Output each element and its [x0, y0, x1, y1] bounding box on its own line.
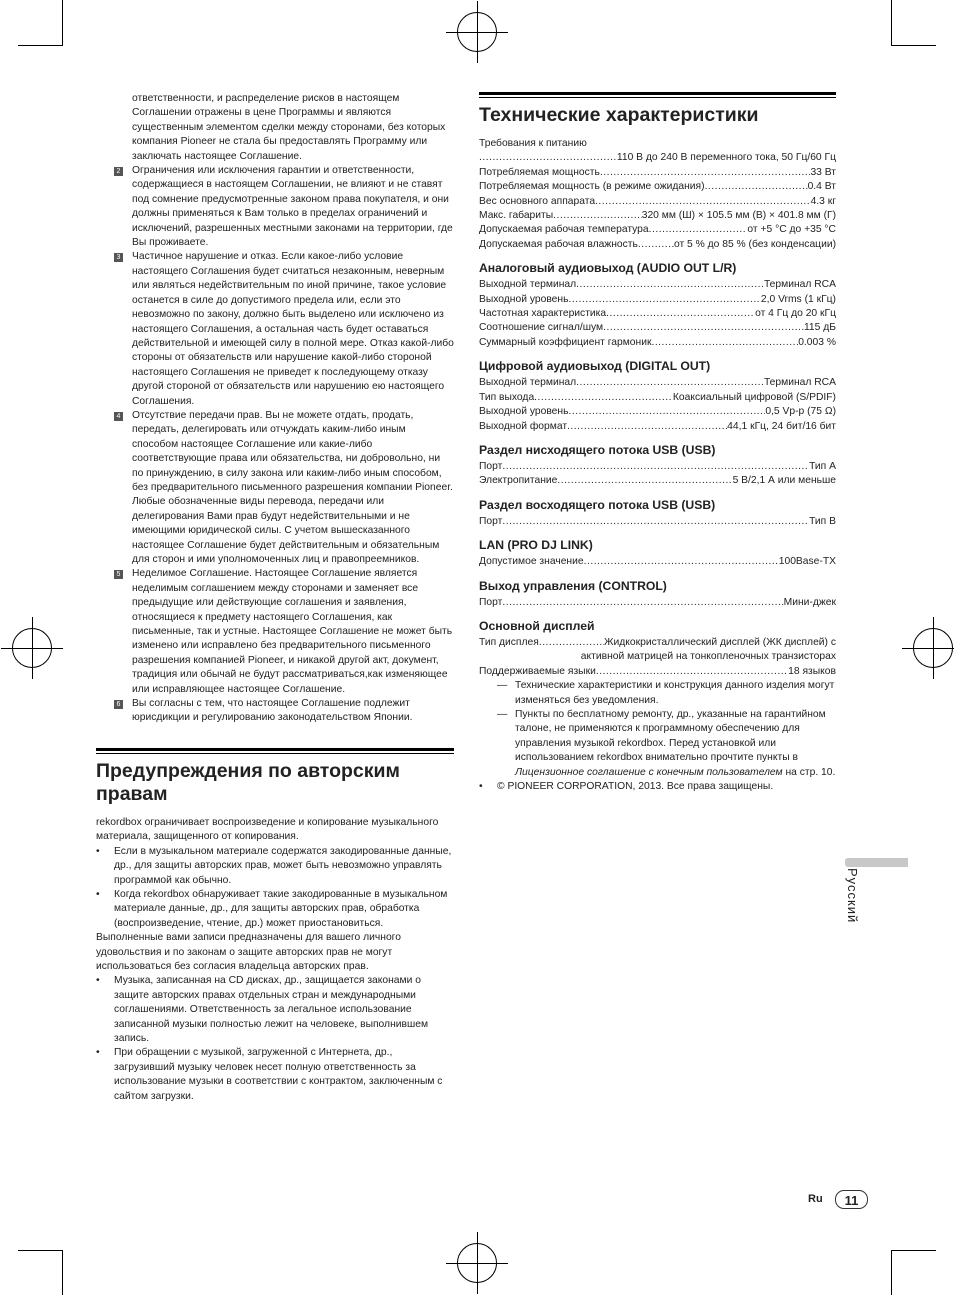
spec-row [479, 195, 836, 209]
spec-label: Потребляемая мощность (в режиме ожидания) [479, 181, 705, 193]
specs-heading: Технические характеристики [479, 104, 759, 126]
spec-value: от +5 °C до +35 °C [747, 224, 836, 236]
bullet-mark: • [96, 845, 100, 857]
spec-value: 110 В до 240 В переменного тока, 50 Гц/60 Гц [616, 152, 836, 164]
spec-label: Допустимое значение [479, 556, 584, 568]
spec-label: Поддерживаемые языки [479, 665, 596, 677]
copyright-paragraph: rekordbox ограничивает воспроизведение и копирование музыкального материала, защищенного от копирования. [96, 816, 439, 843]
agreement-item [96, 697, 454, 726]
spec-row [479, 555, 836, 569]
spec-row [479, 376, 836, 390]
spec-section-title: Раздел нисходящего потока USB (USB) [479, 442, 716, 457]
spec-label: Электропитание [479, 475, 558, 487]
page-number: 11 [835, 1190, 868, 1209]
spec-label: Макс. габариты [479, 210, 554, 222]
spec-label: Допускаемая рабочая температура [479, 224, 649, 236]
crop-mark [62, 1250, 63, 1295]
item-text: Вы согласны с тем, что настоящее Соглашение подлежит юрисдикции и регулированию законодательством Японии. [132, 698, 413, 724]
registration-mark [457, 12, 497, 52]
spec-label: Порт [479, 460, 503, 472]
bullet-mark: • [479, 781, 483, 792]
spec-value: от 5 % до 85 % (без конденсации) [673, 238, 836, 250]
item-number: 3 [114, 253, 123, 262]
language-label: Русский [845, 868, 860, 924]
dash-mark: — [497, 708, 508, 720]
spec-row [479, 405, 836, 419]
spec-value: 2,0 Vrms (1 кГц) [760, 293, 836, 305]
bullet-mark: • [96, 975, 100, 987]
spec-row [479, 515, 836, 529]
spec-value: 115 дБ [803, 322, 836, 334]
spec-label: Тип дисплея [479, 636, 539, 648]
list-item: • Когда rekordbox обнаруживает такие закодированные в музыкальном материале данные, др., для защиты авторских прав, обработка (воспроизведение, чтение, др.) может приостановиться. [96, 888, 448, 929]
spec-value-continuation: активной матрицей на тонкопленочных транзисторах [580, 651, 836, 663]
spec-value: Терминал RCA [763, 377, 836, 389]
spec-label: Тип выхода [479, 391, 535, 403]
spec-row [479, 278, 836, 292]
spec-row [479, 474, 836, 488]
registration-mark [12, 628, 52, 668]
spec-value: 100Base-TX [778, 556, 836, 568]
spec-row [479, 336, 836, 350]
list-item: • При обращении с музыкой, загруженной с Интернета, др., загрузивший музыку человек несет полную ответственность за использование музыки в соответствии с контрактом, заключенным с сайтом загрузки. [96, 1047, 443, 1102]
spec-value: Тип B [809, 515, 836, 527]
spec-row [479, 238, 836, 252]
spec-value: 0.4 Вт [807, 181, 836, 193]
language-tab [845, 858, 908, 867]
spec-value: 33 Вт [810, 166, 836, 178]
spec-label: Суммарный коэффициент гармоник [479, 336, 652, 348]
spec-label: Потребляемая мощность [479, 166, 600, 178]
crop-mark [18, 45, 63, 46]
note-item: — Пункты по бесплатному ремонту, др., указанные на гарантийном талоне, не применяются к программному обеспечению для управления музыкой rekordbox. Перед установкой или использованием rekordbox внимательно прочтите пункты в Лицензионное соглашение с конечным пользователем на стр. 10. [497, 708, 836, 778]
right-column [479, 92, 836, 794]
spec-value: 320 мм (Ш) × 105.5 мм (В) × 401.8 мм (Г) [641, 210, 836, 222]
spec-label: Допускаемая рабочая влажность [479, 238, 638, 250]
bullet-mark: • [96, 1047, 100, 1059]
spec-label: Выходной уровень [479, 406, 569, 418]
spec-section-title: Выход управления (CONTROL) [479, 578, 667, 593]
spec-row [479, 293, 836, 307]
agreement-item [96, 250, 454, 408]
registration-mark [913, 628, 953, 668]
section-rule [96, 748, 454, 754]
spec-value: 5 В/2,1 А или меньше [732, 475, 836, 487]
spec-value: 4.3 кг [810, 195, 836, 207]
agreement-continuation: ответственности, и распределение рисков в настоящем Соглашении отражены в цене Программы и являются существенным элементом сделки между сторонами, без которых компания Pioneer не стала бы предоставлять Программу или заключать настоящее Соглашение. [132, 93, 446, 162]
spec-row [479, 321, 836, 335]
spec-label: Выходной терминал [479, 279, 577, 291]
crop-mark [891, 45, 936, 46]
footer-language: Ru [808, 1193, 823, 1205]
spec-row [479, 596, 836, 610]
item-number: 5 [114, 570, 123, 579]
spec-value: Мини-джек [783, 596, 836, 608]
list-item: • Если в музыкальном материале содержатся закодированные данные, др., для защиты авторских прав, может быть невозможно управлять программой как обычно. [96, 845, 452, 886]
copyright-heading: Предупреждения по авторским правам [96, 759, 400, 805]
copyright-paragraph: Выполненные вами записи предназначены для вашего личного удовольствия и по законам о защите авторских прав не могут использоваться без согласия владельца авторских прав. [96, 932, 401, 972]
dash-mark: — [497, 680, 508, 692]
spec-row [479, 151, 836, 165]
item-text: Ограничения или исключения гарантии и ответственности, содержащиеся в настоящем Соглашении, не влияют и не ставят под сомнение предусмотренные законом права покупателя, и они должны применяться к Вам только в пределах ограничений и исключений, разрешенных местными законами на территории, где Вы проживаете. [132, 165, 453, 249]
spec-label: Выходной формат [479, 420, 568, 432]
bullet-mark: • [96, 888, 100, 900]
crop-mark [891, 1250, 936, 1251]
spec-row [479, 166, 836, 180]
spec-row [479, 307, 836, 321]
spec-label: Вес основного аппарата [479, 195, 596, 207]
item-number: 6 [114, 700, 123, 709]
crop-mark [18, 1250, 63, 1251]
spec-value: Тип A [809, 460, 836, 472]
spec-value: 0,5 Vp-p (75 Ω) [765, 406, 836, 418]
agreement-item [96, 409, 454, 567]
note-item: — Технические характеристики и конструкция данного изделия могут изменяться без уведомления. [497, 680, 835, 706]
eula-reference: Лицензионное соглашение с конечным пользователем [515, 766, 783, 778]
spec-row [479, 209, 836, 223]
spec-section-title: Основной дисплей [479, 618, 595, 633]
spec-value: Коаксиальный цифровой (S/PDIF) [672, 391, 836, 403]
agreement-item [96, 567, 454, 697]
spec-row [479, 391, 836, 405]
spec-label: Требования к питанию [479, 138, 587, 149]
copyright-line: • © PIONEER CORPORATION, 2013. Все права защищены. [479, 780, 836, 794]
item-text: Отсутствие передачи прав. Вы не можете отдать, продать, передать, делегировать или отчуждать каким-либо иным способом настоящее Соглашение или какие-либо соответствующие права или обязательства, ни добровольно, ни по принуждению, в силу закона или каким-либо иным способом, без предварительного письменного разрешения компании Pioneer. Любые обозначенные виды перевода, передачи или делегирования Вами прав будут недействительными и не имеющими юридической силы. С учетом вышесказанного настоящее Соглашение будет действительным и обязательным для сторон и ими уполномоченных лиц и правопреемников. [132, 409, 453, 565]
spec-value: от 4 Гц до 20 кГц [755, 308, 836, 320]
registration-mark [457, 1243, 497, 1283]
spec-section-title: Цифровой аудиовыход (DIGITAL OUT) [479, 359, 711, 374]
section-rule [479, 92, 836, 98]
spec-label: Порт [479, 596, 503, 608]
item-number: 2 [114, 167, 123, 176]
item-text: Частичное нарушение и отказ. Если какое-либо условие настоящего Соглашения будет считаться незаконным, неверным или являться недействительным по иной причине, такое условие останется в силе до допустимого предела или, если это невозможно по закону, должно быть выделено или исключено из настоящего Соглашения, а остальная часть будет оставаться действительной и имеющей силу в полной мере. Отказ какой-либо стороны от обязательств или нарушение какой-либо стороной настоящего Соглашения не приведет к последующему отказу другой стороной от обязательств или нарушению ею настоящего Соглашения. [132, 251, 454, 407]
spec-value: 0.003 % [798, 336, 836, 348]
spec-row [479, 460, 836, 474]
crop-mark [891, 1250, 892, 1295]
spec-label: Выходной терминал [479, 377, 577, 389]
spec-section-title: Раздел восходящего потока USB (USB) [479, 497, 716, 512]
crop-mark [891, 0, 892, 45]
spec-row [479, 420, 836, 434]
spec-value: Терминал RCA [763, 279, 836, 291]
spec-label: Порт [479, 515, 503, 527]
spec-row [479, 223, 836, 237]
spec-label: Частотная характеристика [479, 308, 607, 320]
spec-section-title: Аналоговый аудиовыход (AUDIO OUT L/R) [479, 261, 737, 276]
left-column [96, 92, 454, 1104]
spec-label: Соотношение сигнал/шум [479, 322, 604, 334]
spec-value: Жидкокристаллический дисплей (ЖК дисплей) с [604, 636, 836, 648]
spec-section-title: LAN (PRO DJ LINK) [479, 538, 593, 553]
spec-value: 44,1 кГц, 24 бит/16 бит [727, 420, 836, 432]
spec-row [479, 180, 836, 194]
agreement-item [96, 164, 454, 250]
item-text: Неделимое Соглашение. Настоящее Соглашение является неделимым соглашением между сторонами и заменяет все предыдущие или действующие соглашения и заявления, относящиеся к предмету настоящего Соглашения, как письменные, так и устные. Настоящее Соглашение не может быть изменено или исправлено без предварительного письменного разрешения компанией Pioneer, и никакой другой акт, документ, традиция или обычай не будут рассматриваться,как изменяющее или исправляющее настоящее Соглашение. [132, 568, 453, 695]
spec-label: Выходной уровень [479, 293, 569, 305]
spec-row [479, 636, 836, 650]
spec-value: 18 языков [788, 665, 836, 677]
list-item: • Музыка, записанная на CD дисках, др., защищается законами о защите авторских правах отдельных стран и международными соглашениями. Ответственность за легальное использование записанной музыки полностью лежит на человеке, выполнившем запись. [96, 975, 429, 1044]
item-number: 4 [114, 412, 123, 421]
crop-mark [62, 0, 63, 45]
spec-row [479, 665, 836, 679]
